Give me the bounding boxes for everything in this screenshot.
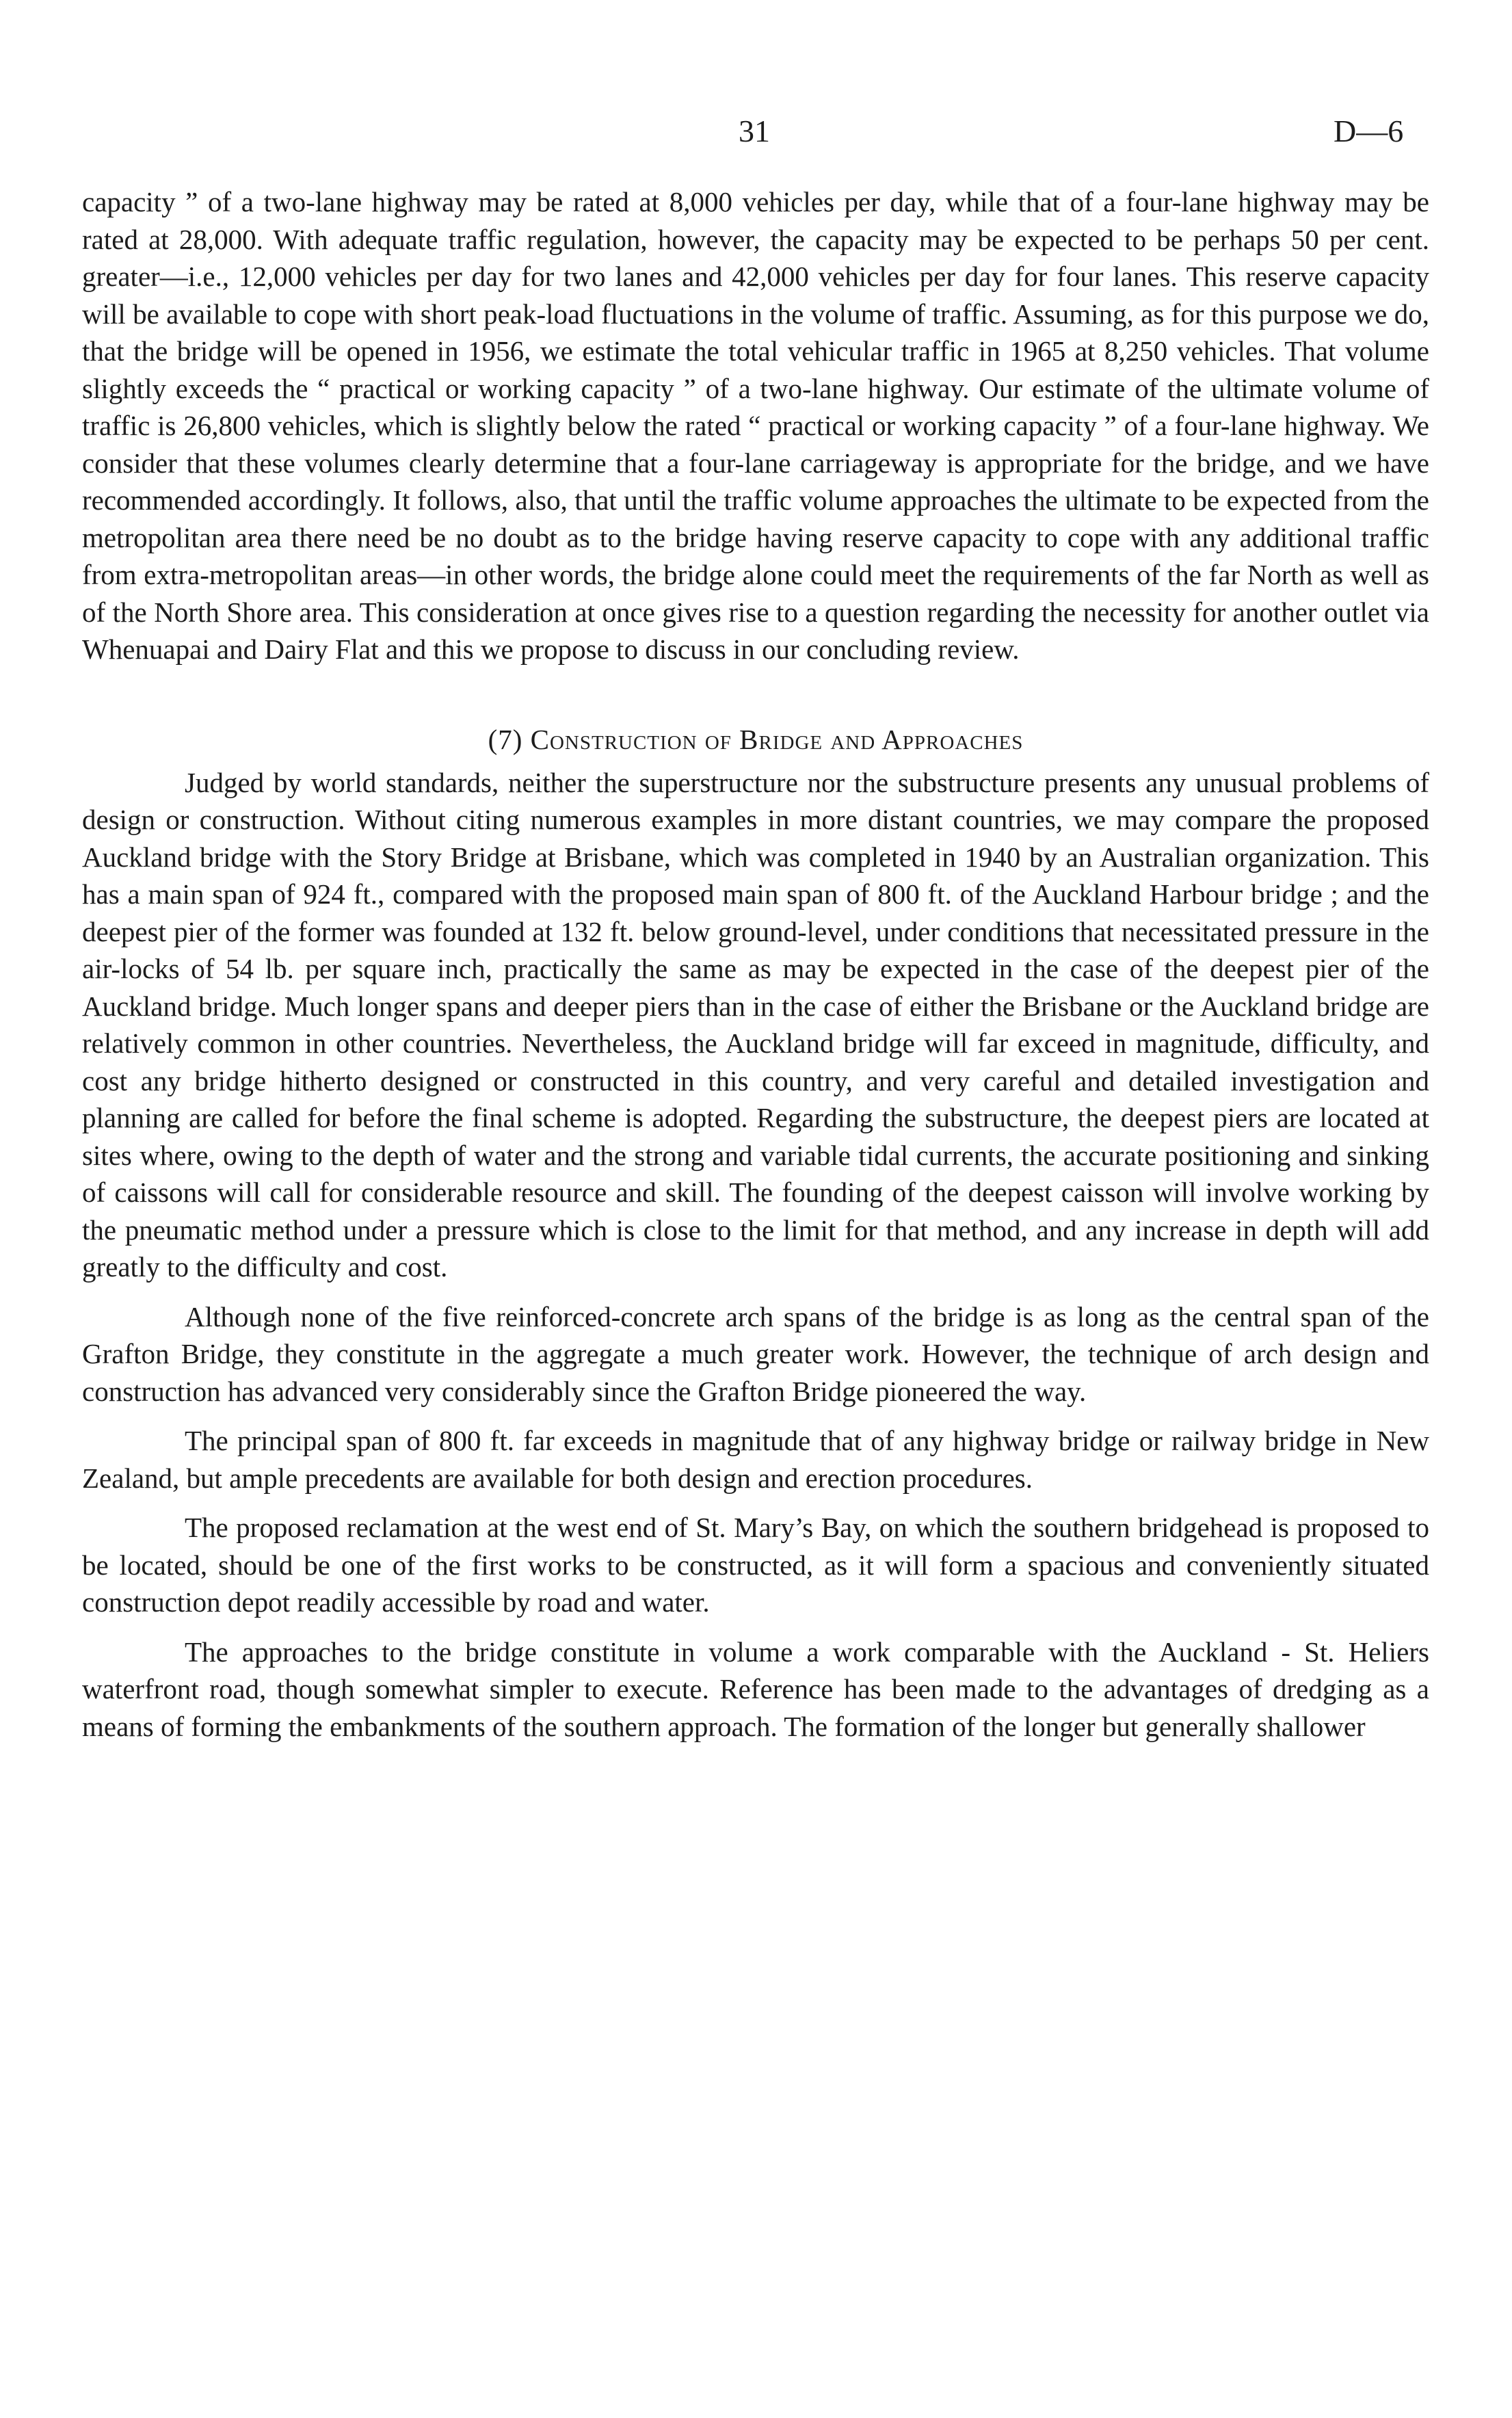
document-reference: D—6 [1334,114,1404,148]
page-number: 31 [739,114,770,148]
paragraph-arch-spans: Although none of the five reinforced-concrete arch spans of the bridge is as long as the central span of the Grafton Bridge, they constitute in the aggregate a much greater work. However, the technique of arch design and construction has advanced very considerably since the Grafton Bridge pioneered the way. [82,1300,1429,1407]
paragraph-principal-span: The principal span of 800 ft. far exceeds in magnitude that of any highway bridge or railway bridge in New Zealand, but ample precedents are available for both design and erection procedures. [82,1425,1429,1494]
paragraph-approaches: The approaches to the bridge constitute in volume a work comparable with the Auckland - St. Heliers waterfront road, though somewhat simpler to execute. Reference has been made to the advantages of dredging as a means of forming the embankments of the southern approach. The formation of the longer but generally shallower [82,1635,1429,1742]
paragraph-reclamation: The proposed reclamation at the west end of St. Mary’s Bay, on which the southern bridgehead is proposed to be located, should be one of the first works to be constructed, as it will form a spacious and conveniently situated construction depot readily accessible by road and water. [82,1512,1429,1618]
continued-paragraph: capacity ” of a two-lane highway may be rated at 8,000 vehicles per day, while that of a four-lane highway may be rated at 28,000. With adequate traffic regulation, however, the capacity may be expected to be perhaps 50 per cent. greater—i.e., 12,000 vehicles per day for two lanes and 42,000 vehicles per day for four lanes. This reserve capacity will be available to cope with short peak-load fluctuations in the volume of traffic. Assuming, as for this purpose we do, that the bridge will be opened in 1956, we estimate the total vehicular traffic in 1965 at 8,250 vehicles. That volume slightly exceeds the “ practical or working capacity ” of a two-lane highway. Our estimate of the ultimate volume of traffic is 26,800 vehicles, which is slightly below the rated “ practical or working capacity ” of a four-lane highway. We consider that these volumes clearly determine that a four-lane carriageway is appropriate for the bridge, and we have recommended accordingly. It follows, also, that until the traffic volume approaches the ultimate to be expected from the metropolitan area there need be no doubt as to the bridge having reserve capacity to cope with any additional traffic from extra-metropolitan areas—in other words, the bridge alone could meet the requirements of the far North as well as of the North Shore area. This consideration at once gives rise to a question regarding the necessity for another outlet via Whenuapai and Dairy Flat and this we propose to discuss in our concluding review. [82,186,1429,665]
paragraph-judged: Judged by world standards, neither the superstructure nor the substructure presents any unusual problems of design or construction. Without citing numerous examples in more distant countries, we may compare the proposed Auckland bridge with the Story Bridge at Brisbane, which was completed in 1940 by an Australian organization. This has a main span of 924 ft., compared with the proposed main span of 800 ft. of the Auckland Harbour bridge ; and the deepest pier of the former was founded at 132 ft. below ground-level, under conditions that necessitated pressure in the air-locks of 54 lb. per square inch, practically the same as may be expected in the case of the deepest pier of the Auckland bridge. Much longer spans and deeper piers than in the case of either the Brisbane or the Auckland bridge are relatively common in other countries. Nevertheless, the Auckland bridge will far exceed in magnitude, difficulty, and cost any bridge hitherto designed or constructed in this country, and very careful and detailed investigation and planning are called for before the final scheme is adopted. Regarding the substructure, the deepest piers are located at sites where, owing to the depth of water and the strong and variable tidal currents, the accurate positioning and sinking of caissons will call for considerable resource and skill. The founding of the deepest caisson will involve working by the pneumatic method under a pressure which is close to the limit for that method, and any increase in depth will add greatly to the difficulty and cost. [82,766,1429,1283]
section-heading: (7) Construction of Bridge and Approaches [488,723,1024,755]
page-body [82,183,1429,1745]
page-header [0,104,1512,159]
